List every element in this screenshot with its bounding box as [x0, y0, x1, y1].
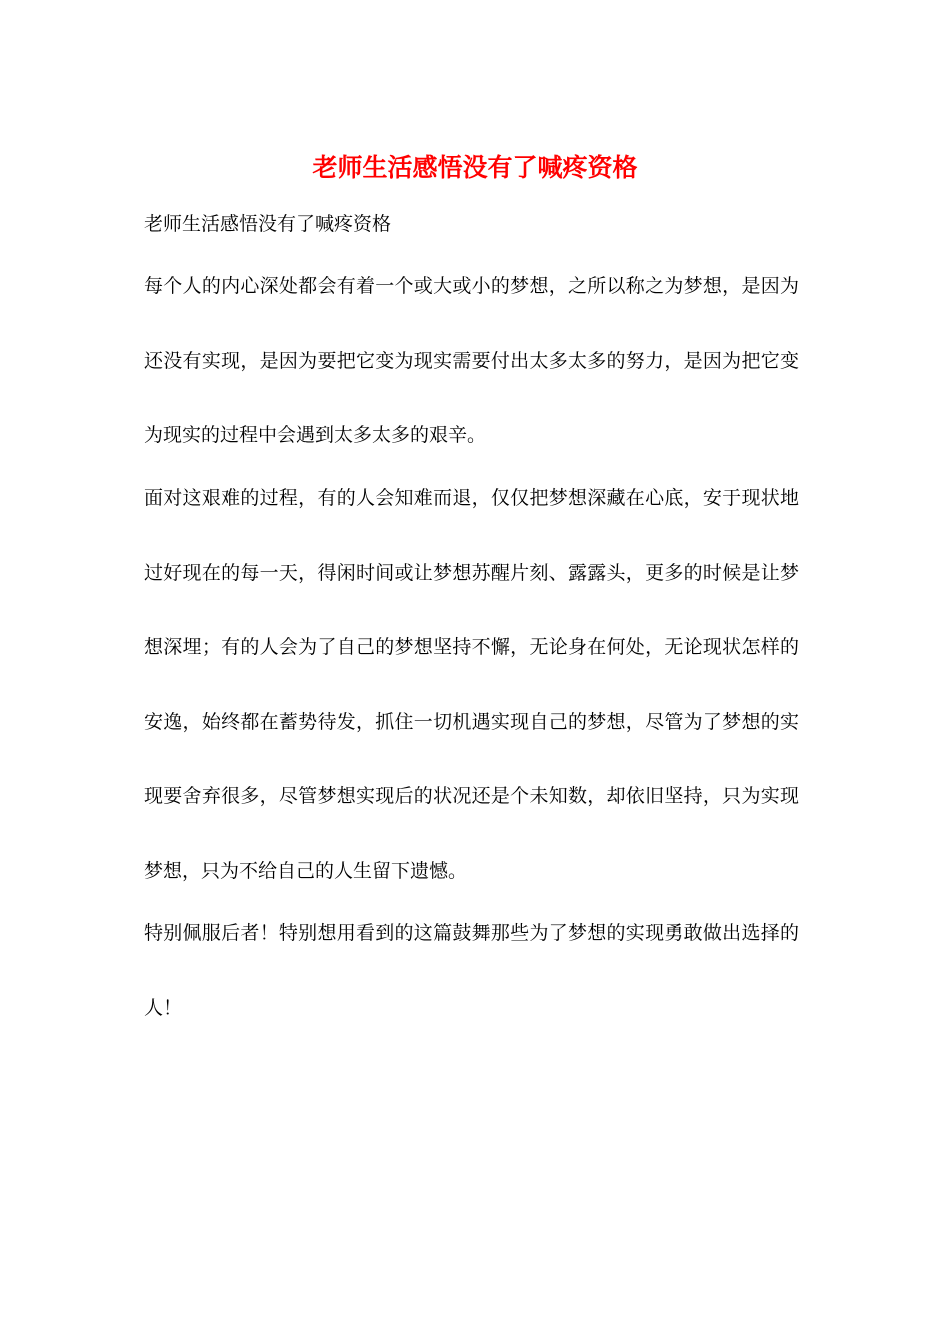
document-subtitle: 老师生活感悟没有了喊疼资格	[144, 213, 392, 235]
paragraph-1: 每个人的内心深处都会有着一个或大或小的梦想，之所以称之为梦想，是因为还没有实现，是因为要把它变为现实需要付出太多太多的努力，是因为把它变为现实的过程中会遇到太多太多的艰辛。	[144, 275, 799, 446]
paragraph-3: 特别佩服后者！特别想用看到的这篇鼓舞那些为了梦想的实现勇敢做出选择的人！	[144, 922, 799, 1019]
document-title: 老师生活感悟没有了喊疼资格	[312, 153, 638, 182]
paragraph-2: 面对这艰难的过程，有的人会知难而退，仅仅把梦想深藏在心底，安于现状地过好现在的每一天，得闲时间或让梦想苏醒片刻、露露头，更多的时候是让梦想深埋；有的人会为了自己的梦想坚持不懈，无论身在何处，无论现状怎样的安逸，始终都在蓄势待发，抓住一切机遇实现自己的梦想，尽管为了梦想的实现要舍弃很多，尽管梦想实现后的状况还是个未知数，却依旧坚持，只为实现梦想，只为不给自己的人生留下遗憾。	[144, 487, 799, 882]
